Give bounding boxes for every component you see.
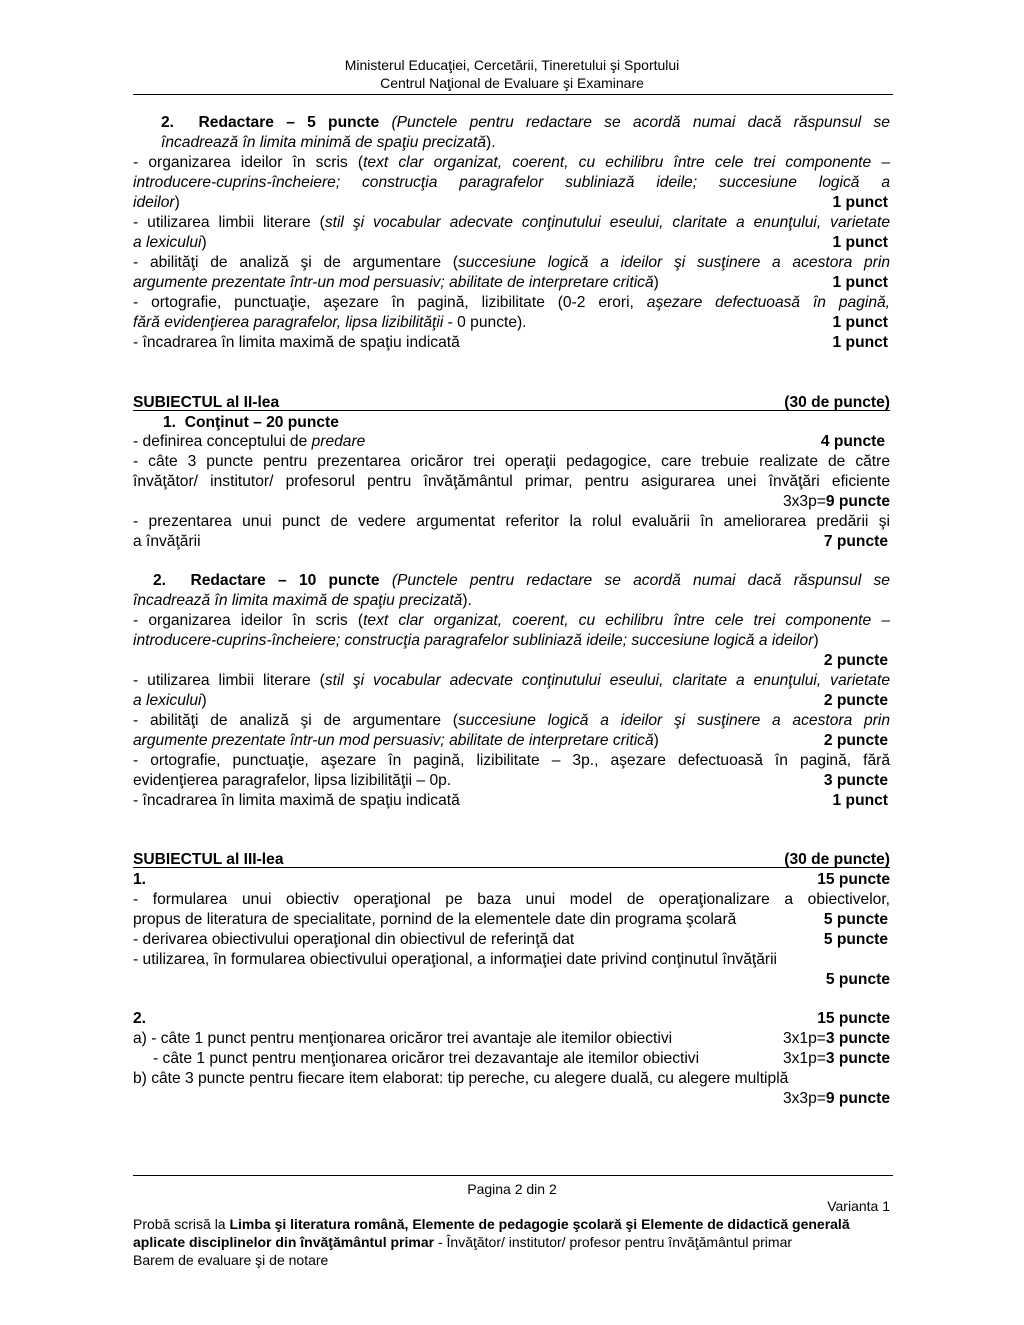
s2-heading-underline (133, 410, 890, 411)
points: 1 punct (832, 234, 888, 251)
points: 2 puncte (823, 732, 888, 749)
s3-heading-points: (30 de puncte) (784, 851, 890, 868)
points: 4 puncte (820, 433, 885, 450)
exam-title: Probă scrisă la Limba şi literatura română, Elemente de pedagogie şcolară şi Elemente de didactică generală (133, 1216, 850, 1232)
points: 3x1p=3 puncte (782, 1030, 890, 1047)
points: 15 puncte (817, 871, 890, 888)
points: 2 puncte (823, 692, 888, 709)
points: 1 punct (832, 792, 888, 809)
points: 1 punct (832, 194, 888, 211)
s3-heading: SUBIECTUL al III-lea (133, 851, 284, 868)
points: 3x1p=3 puncte (782, 1050, 890, 1067)
s2-heading: SUBIECTUL al II-lea (133, 394, 280, 411)
header-ministry: Ministerul Educaţiei, Cercetării, Tineretului şi Sportului (344, 57, 680, 73)
criterion-line: - organizarea ideilor în scris (text clar organizat, coerent, cu echilibru între cele trei componente – (133, 154, 890, 171)
s2-p1-title: Conţinut – 20 puncte (184, 414, 339, 431)
s1-title: Redactare – 5 puncte (198, 114, 380, 131)
points: 5 puncte (825, 971, 890, 988)
points: 1 punct (832, 274, 888, 291)
points: 7 puncte (823, 533, 888, 550)
points: 2 puncte (823, 652, 888, 669)
barem-label: Barem de evaluare şi de notare (133, 1252, 329, 1268)
page-number: Pagina 2 din 2 (467, 1181, 557, 1197)
points: 15 puncte (817, 1010, 890, 1027)
s2-p2-title: Redactare – 10 puncte (190, 572, 380, 589)
header-center: Centrul Naţional de Evaluare şi Examinare (380, 75, 644, 91)
points: 1 punct (832, 314, 888, 331)
header-rule (133, 94, 893, 95)
s1-title-line: 2. Redactare – 5 puncte (Punctele pentru redactare se acordă numai dacă răspunsul se (161, 114, 890, 131)
points: 5 puncte (823, 911, 888, 928)
footer-rule (133, 1175, 893, 1176)
points: 3 puncte (823, 772, 888, 789)
points: 1 punct (832, 334, 888, 351)
variant: Varianta 1 (827, 1198, 890, 1214)
exam-title-2: aplicate disciplinelor din învăţământul primar - Învăţător/ institutor/ profesor pentru învăţământul primar (133, 1234, 793, 1250)
points: 5 puncte (823, 931, 888, 948)
points: 3x3p=9 puncte (782, 493, 890, 510)
s3-heading-underline (133, 867, 890, 868)
s2-heading-points: (30 de puncte) (784, 394, 890, 411)
points: 3x3p=9 puncte (782, 1090, 890, 1107)
